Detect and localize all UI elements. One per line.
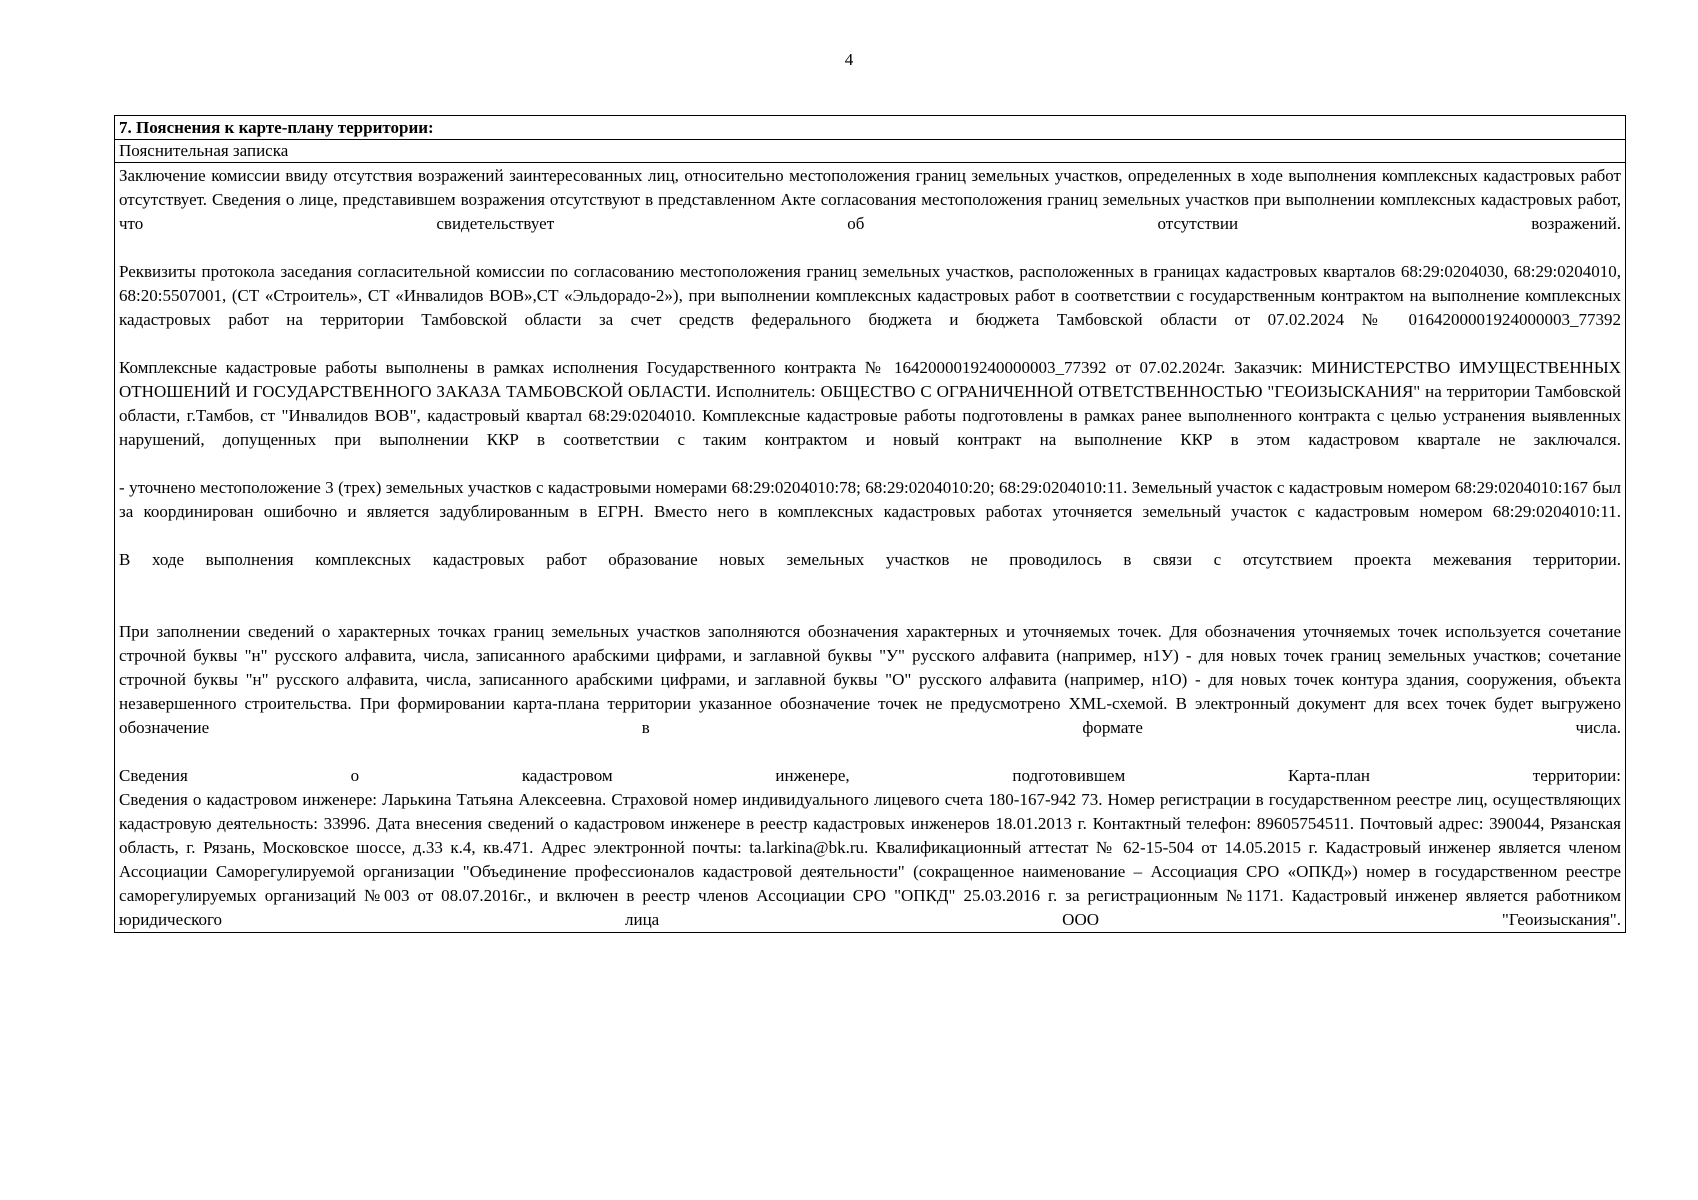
explanatory-note-table [114,115,1626,933]
paragraph-clarified-parcels: - уточнено местоположение 3 (трех) земельных участков с кадастровыми номерами 68:29:0204010:78; 68:29:0204010:20; 68:29:0204010:11. Земельный участок с кадастровым номером 68:29:0204010:167 был за координирован ошибочно и является задублированным в ЕГРН. Вместо него в комплексных кадастровых работах уточняется земельный участок с кадастровым номером 68:29:0204010:11. [119,478,1621,521]
paragraph-spacer [119,524,1621,548]
paragraph-spacer [119,740,1621,764]
paragraph-contract-info: Комплексные кадастровые работы выполнены в рамках исполнения Государственного контракта № 1642000019240000003_77392 от 07.02.2024г. Заказчик: МИНИСТЕРСТВО ИМУЩЕСТВЕННЫХ ОТНОШЕНИЙ И ГОСУДАРСТВЕННОГО ЗАКАЗА ТАМБОВСКОЙ ОБЛАСТИ. Исполнитель: ОБЩЕСТВО С ОГРАНИЧЕННОЙ ОТВЕТСТВЕННОСТЬЮ "ГЕОИЗЫСКАНИЯ" на территории Тамбовской области, г.Тамбов, ст "Инвалидов ВОВ", кадастровый квартал 68:29:0204010. Комплексные кадастровые работы подготовлены в рамках ранее выполненного контракта с целью устранения выявленных нарушений, допущенных при выполнении ККР в соответствии с таким контрактом и новый контракт на выполнение ККР в этом кадастровом квартале не заключался. [119,358,1621,449]
paragraph-spacer [119,236,1621,260]
paragraph-engineer-details: Сведения о кадастровом инженере: Ларькина Татьяна Алексеевна. Страховой номер индивидуального лицевого счета 180-167-942 73. Номер регистрации в государственном реестре лиц, осуществляющих кадастровую деятельность: 33996. Дата внесения сведений о кадастровом инженере в реестр кадастровых инженеров 18.01.2013 г. Контактный телефон: 89605754511. Почтовый адрес: 390044, Рязанская область, г. Рязань, Московское шоссе, д.33 к.4, кв.471. Адрес электронной почты: ta.larkina@bk.ru. Квалификационный аттестат № 62-15-504 от 14.05.2015 г. Кадастровый инженер является членом Ассоциации Саморегулируемой организации "Объединение профессионалов кадастровой деятельности" (сокращенное наименование – Ассоциация СРО «ОПКД») номер в государственном реестре саморегулируемых организаций №003 от 08.07.2016г., и включен в реестр членов Ассоциации СРО "ОПКД" 25.03.2016 г. за регистрационным №1171. Кадастровый инженер является работником юридического лица ООО "Геоизыскания". [119,790,1621,929]
paragraph-spacer [119,572,1621,620]
section-subheading: Пояснительная записка [115,140,1625,163]
paragraph-no-new-parcels: В ходе выполнения комплексных кадастровых работ образование новых земельных участков не проводилось в связи с отсутствием проекта межевания территории. [119,550,1621,569]
paragraph-spacer [119,332,1621,356]
section-body [115,163,1625,932]
paragraph-engineer-heading: Сведения о кадастровом инженере, подготовившем Карта-план территории: [119,766,1621,785]
page-number: 4 [844,50,854,69]
paragraph-point-designations: При заполнении сведений о характерных точках границ земельных участков заполняются обозначения характерных и уточняемых точек. Для обозначения уточняемых точек используется сочетание строчной буквы "н" русского алфавита, числа, записанного арабскими цифрами, и заглавной буквы "У" русского алфавита (например, н1У) - для новых точек границ земельных участков; сочетание строчной буквы "н" русского алфавита, числа, записанного арабскими цифрами, и заглавной буквы "О" русского алфавита (например, н1О) - для новых точек контура здания, сооружения, объекта незавершенного строительства. При формировании карта-плана территории указанное обозначение точек не предусмотрено XML-схемой. В электронный документ для всех точек будет выгружено обозначение в формате числа. [119,622,1621,737]
paragraph-protocol-details: Реквизиты протокола заседания согласительной комиссии по согласованию местоположения границ земельных участков, расположенных в границах кадастровых кварталов 68:29:0204030, 68:29:0204010, 68:20:5507001, (СТ «Строитель», СТ «Инвалидов ВОВ»,СТ «Эльдорадо-2»), при выполнении комплексных кадастровых работ в соответствии с государственным контрактом на выполнение комплексных кадастровых работ на территории Тамбовской области за счет средств федерального бюджета и бюджета Тамбовской области от 07.02.2024 № 0164200001924000003_77392 [119,262,1621,329]
paragraph-commission-conclusion: Заключение комиссии ввиду отсутствия возражений заинтересованных лиц, относительно местоположения границ земельных участков, определенных в ходе выполнения комплексных кадастровых работ отсутствует. Сведения о лице, представившем возражения отсутствуют в представленном Акте согласования местоположения границ земельных участков при выполнении комплексных кадастровых работ, что свидетельствует об отсутствии возражений. [119,166,1621,233]
paragraph-spacer [119,452,1621,476]
section-heading: 7. Пояснения к карте-плану территории: [115,116,1625,140]
